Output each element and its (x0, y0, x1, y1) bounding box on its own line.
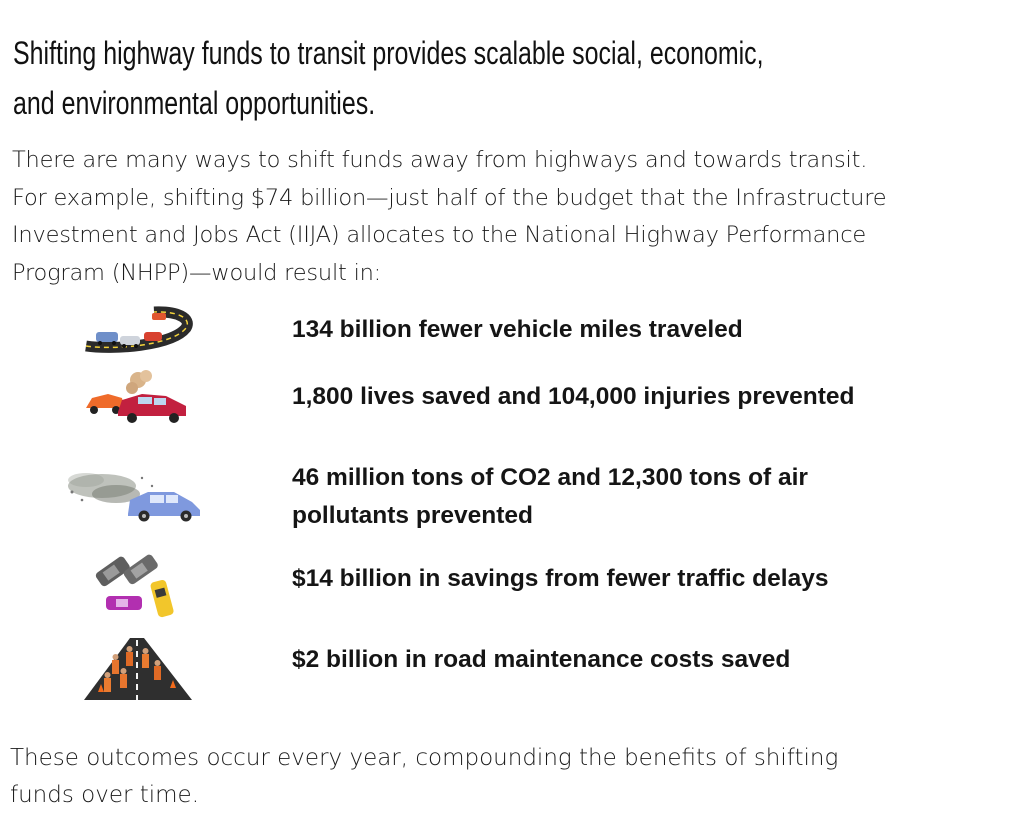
intro-paragraph (12, 142, 1012, 292)
headline-line: Shifting highway funds to transit provides scalable social, economic, (13, 35, 764, 71)
intro-line: There are many ways to shift funds away from highways and towards transit. (12, 147, 868, 173)
benefit-text: 46 million tons of CO2 and 12,300 tons of air (292, 464, 808, 491)
footer-line: These outcomes occur every year, compounding the benefits of shifting (10, 745, 839, 771)
benefit-text: 134 billion fewer vehicle miles traveled (292, 316, 743, 343)
benefit-item (292, 311, 992, 349)
benefit-text: 1,800 lives saved and 104,000 injuries prevented (292, 383, 855, 410)
headline-line: and environmental opportunities. (13, 85, 376, 121)
footer-line: funds over time. (10, 782, 200, 808)
benefit-item (292, 641, 992, 679)
headline (13, 28, 996, 128)
intro-line: For example, shifting $74 billion—just half of the budget that the Infrastructure (12, 184, 887, 211)
car-crash-icon (82, 366, 192, 426)
benefit-item (292, 459, 992, 535)
traffic-jam-icon (88, 552, 188, 620)
benefit-text: pollutants prevented (292, 502, 533, 529)
footer-paragraph (10, 740, 1010, 814)
intro-line: Program (NHPP)—would result in: (12, 259, 382, 286)
benefit-item (292, 378, 992, 416)
benefit-text: $2 billion in road maintenance costs saved (292, 646, 791, 673)
intro-line: Investment and Jobs Act (IIJA) allocates to the National Highway Performance (12, 222, 867, 248)
winding-road-cars-icon (82, 306, 194, 354)
car-exhaust-pollution-icon (62, 464, 208, 522)
road-maintenance-workers-icon (82, 630, 194, 702)
benefit-item (292, 560, 992, 598)
benefit-text: $14 billion in savings from fewer traffic delays (292, 565, 829, 592)
